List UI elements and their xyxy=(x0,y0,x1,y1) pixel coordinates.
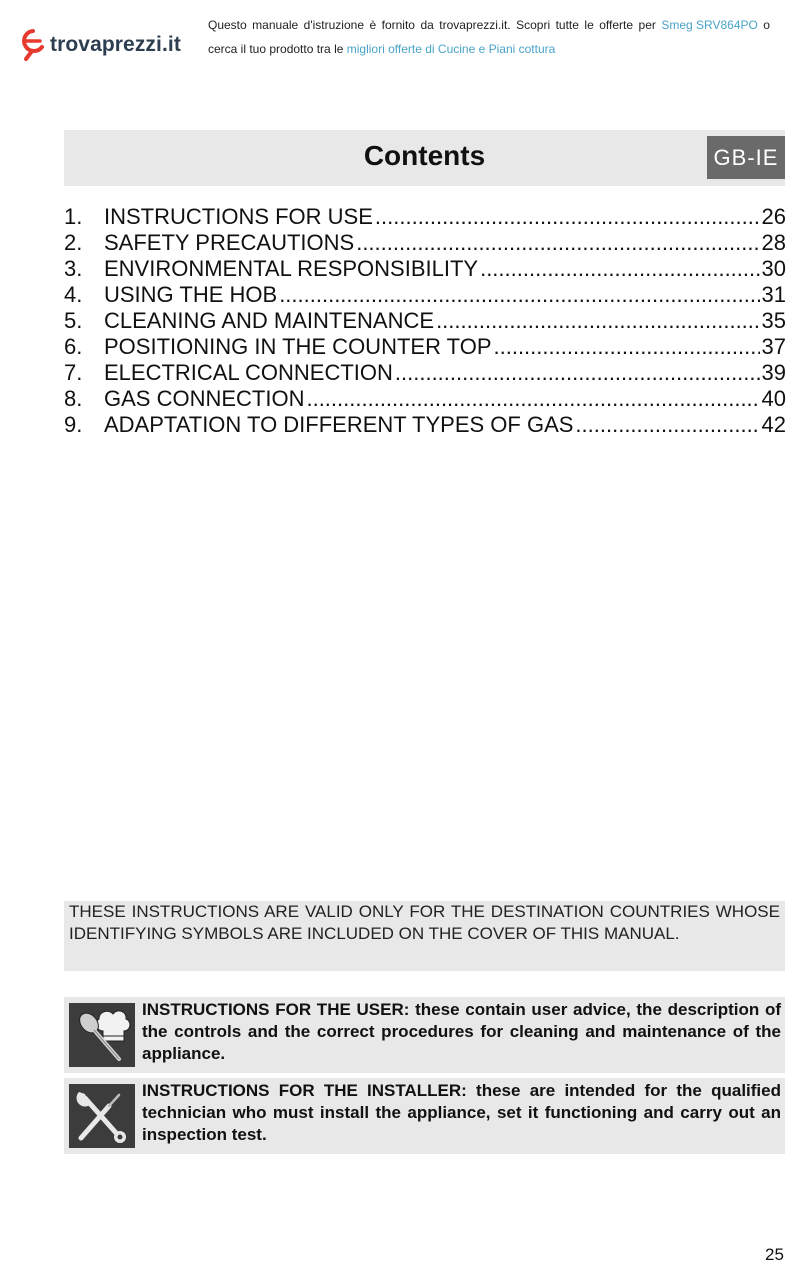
page-title: Contents xyxy=(363,140,486,171)
toc-leader xyxy=(494,334,760,360)
toc-page: 37 xyxy=(761,334,786,359)
validity-note xyxy=(64,901,785,971)
toc-leader xyxy=(375,204,760,230)
toc-page: 30 xyxy=(761,256,786,281)
toc-page: 26 xyxy=(761,204,786,229)
toc-page: 42 xyxy=(761,412,786,437)
trovaprezzi-logo-icon xyxy=(20,28,46,62)
table-of-contents xyxy=(64,204,786,438)
toc-leader xyxy=(395,360,760,386)
page-number: 25 xyxy=(765,1245,784,1264)
toc-title: ELECTRICAL CONNECTION xyxy=(104,360,393,385)
banner-word: tutte xyxy=(555,18,579,32)
logo-text: trovaprezzi.it xyxy=(50,33,181,56)
toc-entry[interactable] xyxy=(64,282,786,308)
contents-header xyxy=(64,130,785,186)
banner-word: è xyxy=(369,18,377,32)
toc-number: 1. xyxy=(64,204,83,229)
banner-word: per xyxy=(638,18,656,32)
toc-page: 31 xyxy=(761,282,786,307)
toc-title: USING THE HOB xyxy=(104,282,278,307)
toc-title: CLEANING AND MAINTENANCE xyxy=(104,308,435,333)
toc-title: POSITIONING IN THE COUNTER TOP xyxy=(104,334,492,359)
category-offers-link[interactable]: migliori offerte di Cucine e Piani cottura xyxy=(346,42,556,56)
banner-word: manuale xyxy=(252,18,299,32)
chef-spoon-icon xyxy=(69,1003,135,1067)
wrench-screwdriver-icon xyxy=(69,1084,135,1148)
toc-title: ADAPTATION TO DIFFERENT TYPES OF GAS xyxy=(104,412,574,437)
toc-leader xyxy=(356,230,759,256)
affiliate-banner xyxy=(208,13,770,61)
user-instructions-note xyxy=(64,997,785,1073)
toc-number: 3. xyxy=(64,256,83,281)
toc-leader xyxy=(575,412,759,438)
banner-word: offerte xyxy=(599,18,634,32)
user-instructions-text: INSTRUCTIONS FOR THE USER: these contain user advice, the description of the controls and the correct procedures for cleaning and maintenance of the appliance. xyxy=(142,1000,781,1063)
toc-title: ENVIRONMENTAL RESPONSIBILITY xyxy=(104,256,479,281)
toc-entry[interactable] xyxy=(64,256,786,282)
product-offers-link[interactable]: Smeg SRV864PO xyxy=(661,18,758,32)
validity-note-text: THESE INSTRUCTIONS ARE VALID ONLY FOR THE DESTINATION COUNTRIES WHOSE IDENTIFYING SYMBOLS ARE INCLUDED ON THE COVER OF THIS MANUAL. xyxy=(69,902,780,943)
toc-page: 39 xyxy=(761,360,786,385)
installer-instructions-note xyxy=(64,1078,785,1154)
toc-leader xyxy=(436,308,759,334)
banner-word: o xyxy=(763,18,770,32)
toc-number: 5. xyxy=(64,308,83,333)
toc-page: 40 xyxy=(761,386,786,411)
banner-word: Scopri xyxy=(516,18,551,32)
banner-word: da xyxy=(420,18,434,32)
banner-word: Questo xyxy=(208,18,247,32)
toc-entry[interactable] xyxy=(64,386,786,412)
toc-title: GAS CONNECTION xyxy=(104,386,305,411)
banner-line-2 xyxy=(208,37,770,61)
banner-line-1 xyxy=(208,13,770,37)
toc-title: SAFETY PRECAUTIONS xyxy=(104,230,355,255)
toc-entry[interactable] xyxy=(64,334,786,360)
toc-title: INSTRUCTIONS FOR USE xyxy=(104,204,373,229)
installer-instructions-text: INSTRUCTIONS FOR THE INSTALLER: these are intended for the qualified technician who must install the appliance, set it functioning and carry out an inspection test. xyxy=(142,1081,781,1144)
toc-number: 8. xyxy=(64,386,83,411)
toc-leader xyxy=(306,386,759,412)
language-badge: GB-IE xyxy=(707,136,785,179)
toc-entry[interactable] xyxy=(64,308,786,334)
toc-entry[interactable] xyxy=(64,360,786,386)
toc-number: 4. xyxy=(64,282,83,307)
toc-number: 6. xyxy=(64,334,83,359)
toc-number: 7. xyxy=(64,360,83,385)
toc-page: 35 xyxy=(761,308,786,333)
toc-page: 28 xyxy=(761,230,786,255)
banner-word: trovaprezzi.it. xyxy=(439,18,511,32)
banner-word: le xyxy=(584,18,594,32)
toc-leader xyxy=(480,256,759,282)
banner-word: d'istruzione xyxy=(303,18,364,32)
toc-number: 2. xyxy=(64,230,83,255)
toc-leader xyxy=(279,282,759,308)
banner-line-2-prefix: cerca il tuo prodotto tra le xyxy=(208,42,344,56)
toc-entry[interactable] xyxy=(64,204,786,230)
banner-word: fornito xyxy=(381,18,415,32)
trovaprezzi-logo[interactable] xyxy=(20,27,181,63)
toc-entry[interactable] xyxy=(64,412,786,438)
toc-number: 9. xyxy=(64,412,83,437)
toc-entry[interactable] xyxy=(64,230,786,256)
